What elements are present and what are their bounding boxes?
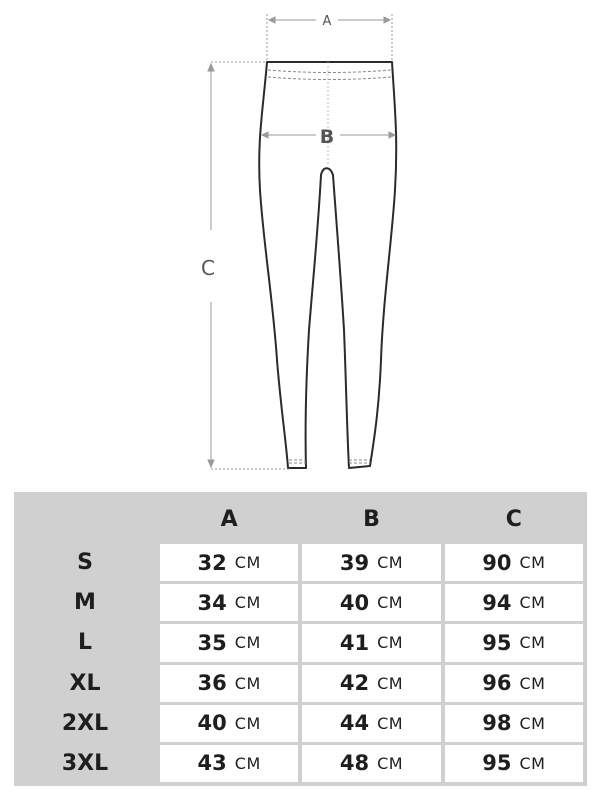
column-header-c: C <box>505 507 522 532</box>
measurement-unit: CM <box>234 593 261 613</box>
measurement-unit: CM <box>377 553 404 573</box>
measurement-cell <box>302 584 440 621</box>
measurement-cell <box>445 624 583 661</box>
measurement-cell <box>445 745 583 782</box>
measurement-cell <box>302 705 440 742</box>
measurement-cell <box>302 544 440 581</box>
measurement-unit: CM <box>377 713 404 733</box>
measurement-unit: CM <box>234 553 261 573</box>
measurement-unit: CM <box>234 713 261 733</box>
dimension-c <box>208 62 290 469</box>
size-label: 2XL <box>61 710 109 736</box>
measurement-value: 35 <box>197 630 227 655</box>
size-label: M <box>74 590 96 616</box>
size-label: L <box>77 630 93 656</box>
measurement-cell <box>160 705 298 742</box>
measurement-unit: CM <box>519 753 546 773</box>
measurement-cell <box>160 544 298 581</box>
measurement-unit: CM <box>377 753 404 773</box>
measurement-cell <box>302 624 440 661</box>
measurement-value: 43 <box>197 751 227 776</box>
measurement-value: 40 <box>197 711 227 736</box>
measurement-cell <box>302 745 440 782</box>
measurement-unit: CM <box>234 673 261 693</box>
measurement-value: 40 <box>339 590 370 615</box>
measurement-unit: CM <box>377 673 404 693</box>
size-table <box>14 492 587 786</box>
measurement-value: 36 <box>197 671 227 696</box>
measurement-unit: CM <box>519 553 546 573</box>
measurement-unit: CM <box>377 593 404 613</box>
measurement-value: 98 <box>482 711 512 736</box>
measurement-value: 90 <box>482 550 512 575</box>
measurement-unit: CM <box>519 713 546 733</box>
measurement-value: 48 <box>339 751 370 776</box>
measurement-unit: CM <box>519 673 546 693</box>
measurement-cell <box>160 584 298 621</box>
measurement-value: 41 <box>339 630 370 655</box>
measurement-value: 39 <box>339 550 370 575</box>
measurement-cell <box>160 745 298 782</box>
measurement-cell <box>445 705 583 742</box>
measurement-unit: CM <box>519 593 546 613</box>
measurement-value: 34 <box>197 590 227 615</box>
measurement-value: 32 <box>197 550 227 575</box>
measurement-unit: CM <box>234 753 261 773</box>
column-header-b: B <box>363 507 380 532</box>
measurement-unit: CM <box>234 633 261 653</box>
measurement-cell <box>445 665 583 702</box>
measurement-cell <box>302 665 440 702</box>
size-label: XL <box>69 670 101 696</box>
measurement-value: 42 <box>339 671 370 696</box>
measurement-unit: CM <box>519 633 546 653</box>
measurement-cell <box>160 624 298 661</box>
measurement-value: 94 <box>482 590 512 615</box>
measurement-cell <box>445 544 583 581</box>
measurement-value: 96 <box>482 671 512 696</box>
measurement-value: 95 <box>482 630 512 655</box>
measurement-unit: CM <box>377 633 404 653</box>
measurement-value: 95 <box>482 751 512 776</box>
dimension-c-label: C <box>201 256 215 280</box>
table-corner <box>14 492 156 541</box>
dimension-b <box>262 62 395 165</box>
dimension-b-label: B <box>319 126 335 148</box>
size-label: 3XL <box>61 750 109 776</box>
size-label: S <box>77 550 93 576</box>
measurement-cell <box>160 665 298 702</box>
column-header-a: A <box>220 507 238 532</box>
dimension-a-label: A <box>322 14 332 29</box>
measurement-cell <box>445 584 583 621</box>
measurement-value: 44 <box>339 711 370 736</box>
